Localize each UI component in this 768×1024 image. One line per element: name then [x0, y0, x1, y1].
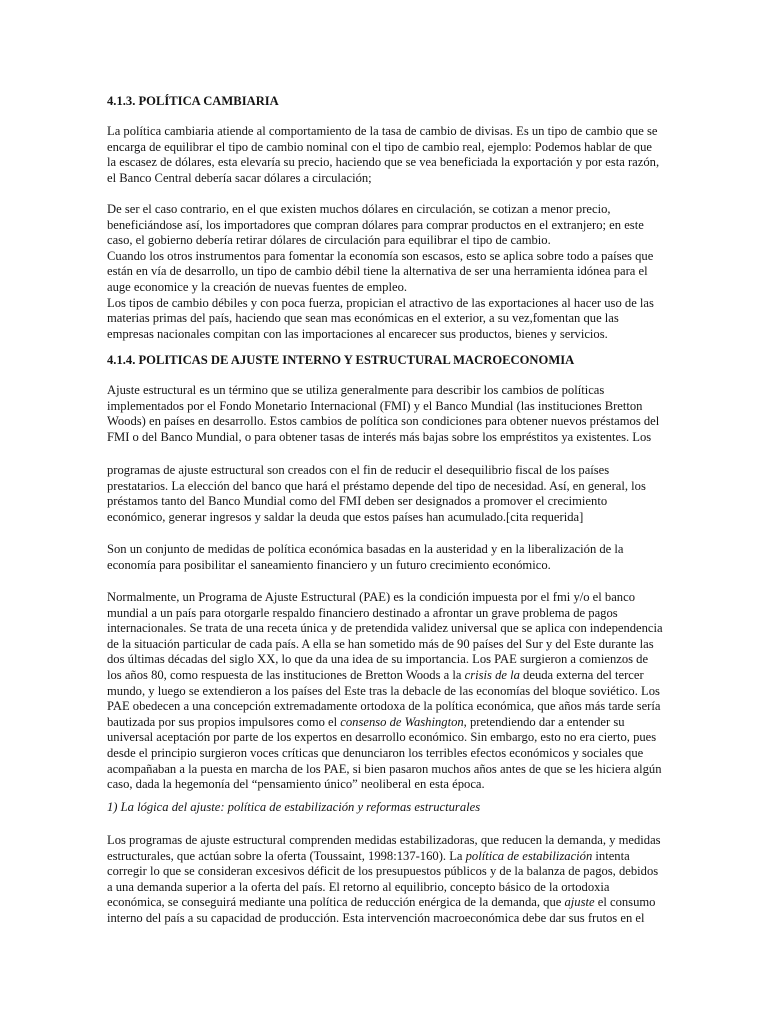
- text-line: programas de ajuste estructural son creados con el fin de reducir el desequilibrio fiscal de los países: [107, 463, 610, 477]
- text-line: Son un conjunto de medidas de política económica basadas en la austeridad y en la liberalización de la: [107, 542, 624, 556]
- text-line: Ajuste estructural es un término que se utiliza generalmente para describir los cambios de políticas: [107, 383, 605, 397]
- text-line: empresas nacionales compitan con las importaciones al encarecer sus productos, bienes y servicios.: [107, 326, 608, 341]
- text-line: De ser el caso contrario, en el que existen muchos dólares en circulación, se cotizan a menor precio,: [107, 202, 611, 216]
- text-line: economía para posibilitar el saneamiento financiero y un futuro crecimiento económico.: [107, 557, 551, 572]
- text-line: universal aceptación por parte de los expertos en desarrollo económico. Sin embargo, esto no era cierto, pues: [107, 730, 657, 745]
- text-line: [107, 715, 660, 731]
- text-line: dos últimas décadas del siglo XX, lo que da una idea de su importancia. Los PAE surgieron a comienzos de: [107, 652, 649, 667]
- text-line: [107, 895, 660, 911]
- section-heading-politica-cambiaria: 4.1.3. POLÍTICA CAMBIARIA: [107, 94, 279, 108]
- text-line: desde el principio surgieron voces críticas que denunciaron los terribles efectos económicos y sociales que: [107, 745, 644, 760]
- text-run: intenta: [592, 848, 630, 863]
- text-run: el consumo: [594, 895, 656, 910]
- text-line: beneficiándose así, los importadores que compran dólares para comprar productos en el extranjero; en este: [107, 217, 644, 232]
- section-heading-politicas-de-ajuste: 4.1.4. POLITICAS DE AJUSTE INTERNO Y ESTRUCTURAL MACROECONOMIA: [107, 353, 575, 367]
- italic-term-estabilizacion: política de estabilización: [465, 848, 593, 863]
- text-line: Los tipos de cambio débiles y con poca fuerza, propician el atractivo de las exportaciones al hacer uso de las: [107, 295, 654, 310]
- text-line: de la situación particular de cada país. A ella se han sometido más de 90 países del Sur y del Este durante las: [107, 636, 654, 651]
- text-line: Woods) en países en desarrollo. Estos cambios de política son condiciones para obtener nuevos préstamos del: [107, 414, 660, 429]
- subheading-logica-del-ajuste: 1) La lógica del ajuste: política de estabilización y reformas estructurales: [107, 800, 481, 814]
- text-line: caso, el gobierno debería retirar dólares de circulación para equilibrar el tipo de cambio.: [107, 233, 551, 248]
- text-line: prestatarios. La elección del banco que hará el préstamo depende del tipo de necesidad. Así, en general, los: [107, 478, 646, 493]
- text-run: estructurales, que actúan sobre la oferta (Toussaint, 1998:137-160). La: [107, 848, 466, 863]
- paragraph-politica-cambiaria-1: [107, 124, 660, 186]
- text-line: [107, 849, 660, 865]
- text-line: FMI o del Banco Mundial, o para obtener tasas de interés más bajas sobre los empréstitos ya existentes. Los: [107, 429, 652, 444]
- text-run: , pretendiendo dar a entender su: [463, 714, 625, 729]
- text-line: PAE obedecen a una concepción extremadamente ortodoxa de la política económica, que años más tarde sería: [107, 699, 661, 714]
- text-line: interno del país a su capacidad de producción. Esta intervención macroeconómica debe dar sus frutos en el: [107, 910, 645, 925]
- text-line: a una demanda superior a la oferta del país. El retorno al equilibrio, concepto básico de la ortodoxia: [107, 879, 610, 894]
- italic-term-crisis: crisis de la: [464, 667, 520, 682]
- paragraph-ajuste-5: [107, 833, 660, 927]
- text-line: préstamos tanto del Banco Mundial como del FMI deben ser designados a promover el crecimiento: [107, 494, 608, 509]
- text-run: bautizada por sus propios impulsores como el: [107, 714, 341, 729]
- text-line: corregir lo que se consideran excesivos déficit de los presupuestos públicos y de la balanza de pagos, debidos: [107, 864, 659, 879]
- italic-term-consenso: consenso de Washington: [340, 714, 464, 729]
- text-line: están en vía de desarrollo, un tipo de cambio débil tiene la alternativa de ser una herramienta idónea para el: [107, 264, 648, 279]
- text-line: Normalmente, un Programa de Ajuste Estructural (PAE) es la condición impuesta por el fmi y/o el banco: [107, 590, 635, 604]
- text-line: caso, dada la hegemonía del “pensamiento único” neoliberal en esta época.: [107, 777, 485, 792]
- text-run: económica, se conseguirá mediante una política de reducción enérgica de la demanda, que: [107, 895, 565, 910]
- paragraph-ajuste-2: [107, 463, 660, 525]
- text-run: deuda externa del tercer: [519, 667, 644, 682]
- italic-term-ajuste: ajuste: [564, 895, 595, 910]
- text-line: mundial a un país para otorgarle respaldo financiero destinado a afrontar un grave problema de pagos: [107, 605, 618, 620]
- text-line: materias primas del país, haciendo que sean mas económicas en el exterior, a su vez,fomentan que las: [107, 311, 619, 326]
- text-line: Cuando los otros instrumentos para fomentar la economía son escasos, esto se aplica sobre todo a países que: [107, 248, 654, 263]
- text-run: los años 80, como respuesta de las instituciones de Bretton Woods a la: [107, 667, 465, 682]
- text-line: mundo, y luego se extendieron a los países del Este tras la debacle de las economías del bloque soviético. Los: [107, 683, 660, 698]
- text-line: internacionales. Se trata de una receta única y de pretendida validez universal que se aplica con independencia: [107, 621, 663, 636]
- paragraph-ajuste-1: [107, 383, 660, 445]
- paragraph-ajuste-4: [107, 590, 663, 793]
- text-line: Los programas de ajuste estructural comprenden medidas estabilizadoras, que reducen la demanda, y medidas: [107, 833, 661, 847]
- paragraph-ajuste-3: [107, 542, 660, 573]
- text-line: encarga de equilibrar el tipo de cambio nominal con el tipo de cambio real, ejemplo: Podemos hablar de que: [107, 139, 652, 154]
- text-line: el Banco Central debería sacar dólares a circulación;: [107, 170, 372, 185]
- text-line: La política cambiaria atiende al comportamiento de la tasa de cambio de divisas. Es un tipo de cambio que se: [107, 124, 658, 138]
- text-line: la escasez de dólares, esta elevaría su precio, haciendo que se vea beneficiada la exportación y por esta razón,: [107, 155, 660, 170]
- text-line: implementados por el Fondo Monetario Internacional (FMI) y el Banco Mundial (las instituciones Bretton: [107, 398, 643, 413]
- text-line: auge economice y la creación de nuevas fuentes de empleo.: [107, 279, 408, 294]
- paragraph-politica-cambiaria-2: [107, 202, 660, 342]
- text-line: económico, generar ingresos y saldar la deuda que estos países han acumulado.[cita requerida]: [107, 509, 584, 524]
- text-line: [107, 668, 660, 684]
- text-line: acompañaban a la puesta en marcha de los PAE, si bien pasaron muchos años antes de que se les hiciera algún: [107, 761, 662, 776]
